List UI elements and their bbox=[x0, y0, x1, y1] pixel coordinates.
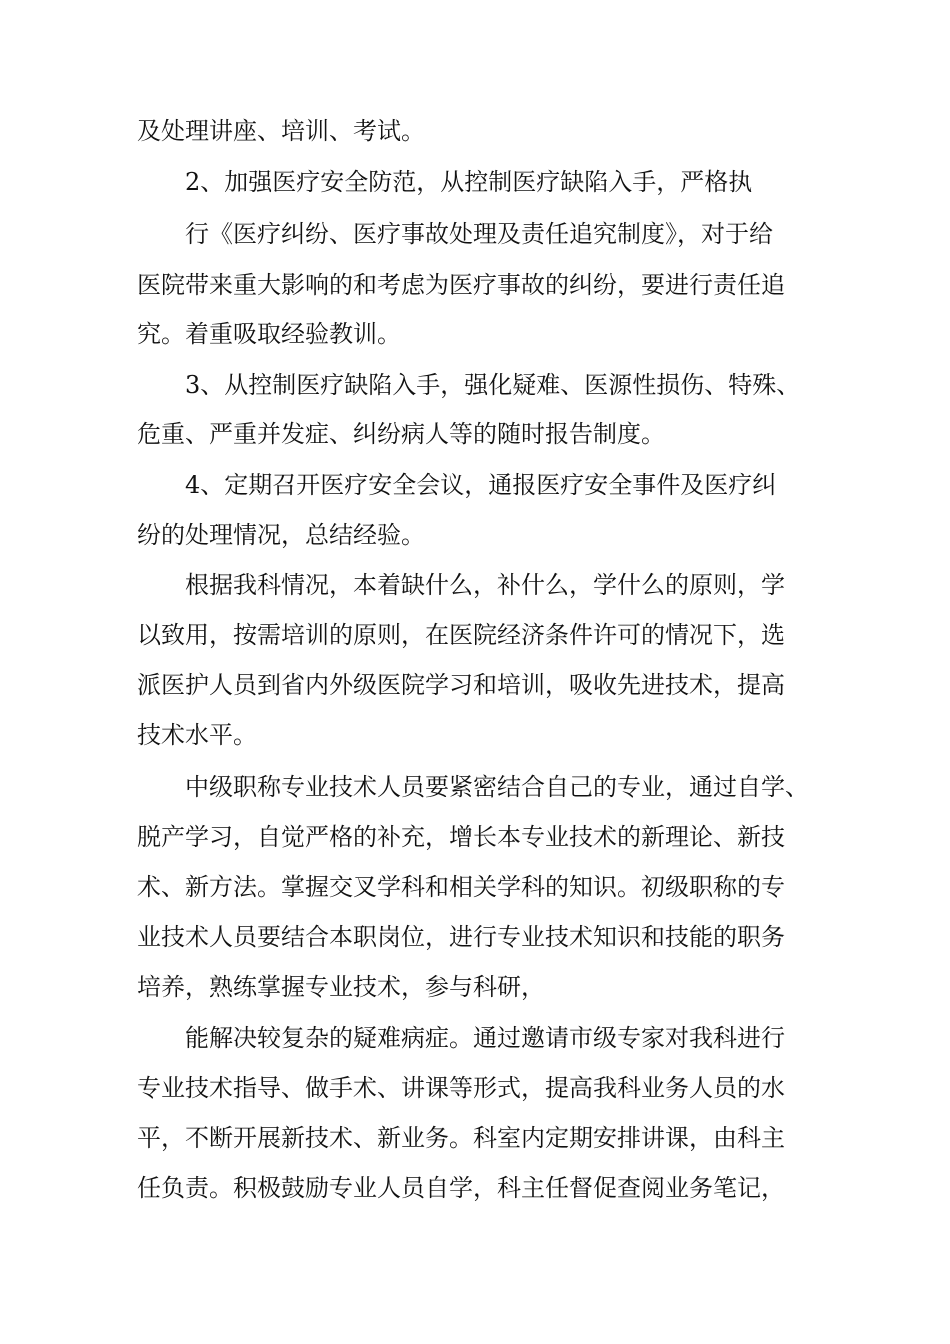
text-line: 纷的处理情况，总结经验。 bbox=[137, 521, 425, 549]
text-line: 医院带来重大影响的和考虑为医疗事故的纠纷，要进行责任追 bbox=[137, 271, 785, 299]
text-line: 任负责。积极鼓励专业人员自学，科主任督促查阅业务笔记， bbox=[137, 1174, 785, 1202]
text-line: 3、从控制医疗缺陷入手，强化疑难、医源性损伤、特殊、 bbox=[185, 371, 801, 399]
text-line: 培养，熟练掌握专业技术，参与科研， bbox=[137, 973, 545, 1001]
text-line: 2、加强医疗安全防范，从控制医疗缺陷入手，严格执 bbox=[185, 168, 753, 196]
text-line: 脱产学习，自觉严格的补充，增长本专业技术的新理论、新技 bbox=[137, 823, 785, 851]
text-line: 行《医疗纠纷、医疗事故处理及责任追究制度》，对于给 bbox=[185, 220, 773, 248]
text-line: 派医护人员到省内外级医院学习和培训，吸收先进技术，提高 bbox=[137, 671, 785, 699]
text-line: 能解决较复杂的疑难病症。通过邀请市级专家对我科进行 bbox=[185, 1024, 785, 1052]
text-line: 以致用，按需培训的原则，在医院经济条件许可的情况下，选 bbox=[137, 621, 785, 649]
text-line: 技术水平。 bbox=[137, 721, 257, 749]
text-line: 业技术人员要结合本职岗位，进行专业技术知识和技能的职务 bbox=[137, 923, 785, 951]
text-line: 根据我科情况，本着缺什么，补什么，学什么的原则，学 bbox=[185, 571, 785, 599]
text-line: 4、定期召开医疗安全会议，通报医疗安全事件及医疗纠 bbox=[185, 471, 777, 499]
text-line: 术、新方法。掌握交叉学科和相关学科的知识。初级职称的专 bbox=[137, 873, 785, 901]
text-line: 专业技术指导、做手术、讲课等形式，提高我科业务人员的水 bbox=[137, 1074, 785, 1102]
text-line: 及处理讲座、培训、考试。 bbox=[137, 117, 425, 145]
text-line: 平，不断开展新技术、新业务。科室内定期安排讲课，由科主 bbox=[137, 1124, 785, 1152]
text-line: 危重、严重并发症、纠纷病人等的随时报告制度。 bbox=[137, 420, 665, 448]
text-line: 究。着重吸取经验教训。 bbox=[137, 320, 401, 348]
text-line: 中级职称专业技术人员要紧密结合自己的专业，通过自学、 bbox=[185, 773, 809, 801]
